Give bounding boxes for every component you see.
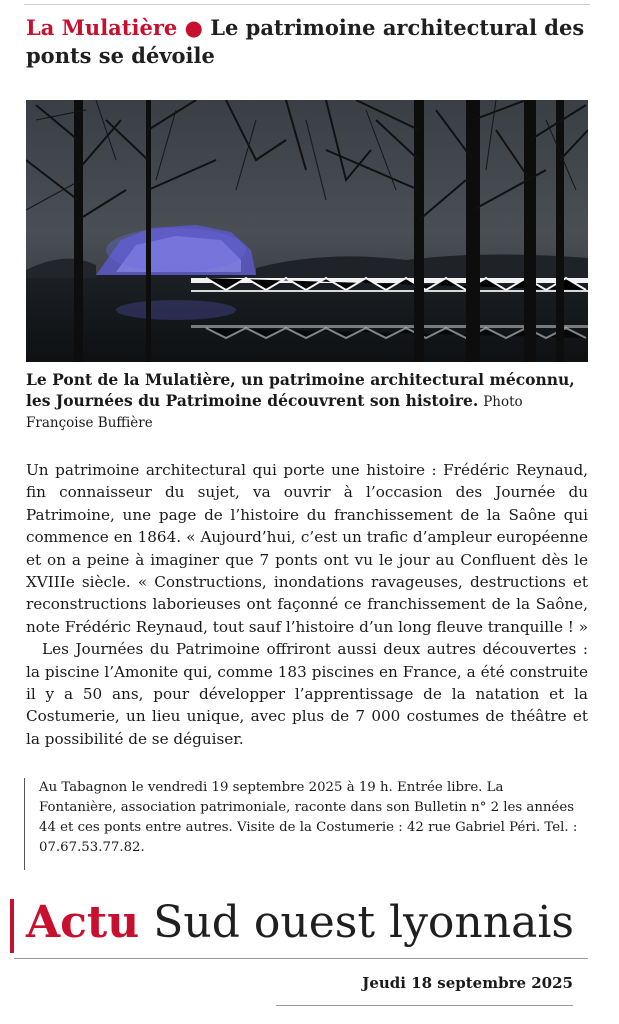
section-title: [26, 895, 574, 951]
paragraph-1: Un patrimoine architectural qui porte une histoire : Frédéric Reynaud, fin connaisseur du sujet, va ouvrir à l’occasion des Journée du Patrimoine, une page de l’histoire du franchissement de la Saône qui commence en 1864. « Aujourd’hui, c’est un trafic d’ampleur européenne et on a peine à imaginer que 7 ponts ont vu le jour au Confluent dès le XVIIIe siècle. « Constructions, inondations ravageuses, destructions et reconstructions laborieuses ont façonné ce franchissement de la Saône, note Frédéric Reynaud, tout sauf l’histoire d’un long fleuve tranquille ! »: [26, 461, 589, 636]
section-name: Sud ouest lyonnais: [153, 897, 574, 948]
paragraph-2: Les Journées du Patrimoine offriront aussi deux autres découvertes : la piscine l’Amonite qui, comme 183 piscines en France, a été construite il y a 50 ans, pour développer l’apprentissage de la natation et la Costumerie, un lieu unique, avec plus de 7 000 costumes de théâtre et la possibilité de se déguiser.: [26, 640, 588, 748]
practical-info-box: [24, 778, 585, 870]
bridge-night-photo: [26, 100, 588, 362]
article-headline: [26, 14, 586, 70]
photo-caption: [26, 370, 586, 434]
article-body: [26, 459, 588, 750]
section-label: Actu: [26, 897, 140, 948]
practical-info-text: Au Tabagnon le vendredi 19 septembre 2025 à 19 h. Entrée libre. La Fontanière, association patrimoniale, raconte dans son Bulletin n° 2 les années 44 et ces ponts entre autres. Visite de la Costumerie : 42 rue Gabriel Péri. Tel. : 07.67.53.77.82.: [39, 780, 578, 855]
issue-date: Jeudi 18 septembre 2025: [362, 974, 573, 992]
headline-title: Le patrimoine architectural des ponts se dévoile: [26, 15, 585, 68]
article-photo: [26, 100, 588, 362]
top-rule: [24, 4, 590, 5]
date-divider: [276, 1005, 573, 1006]
caption-text: Le Pont de la Mulatière, un patrimoine architectural méconnu, les Journées du Patrimoine découvrent son histoire.: [26, 370, 575, 410]
photo-credit: Photo Françoise Buffière: [26, 393, 523, 431]
section-header: [10, 895, 590, 955]
headline-location: La Mulatière: [26, 15, 178, 40]
headline-bullet-icon: ●: [184, 15, 203, 40]
section-accent-bar: [10, 899, 14, 953]
section-divider: [14, 958, 588, 959]
